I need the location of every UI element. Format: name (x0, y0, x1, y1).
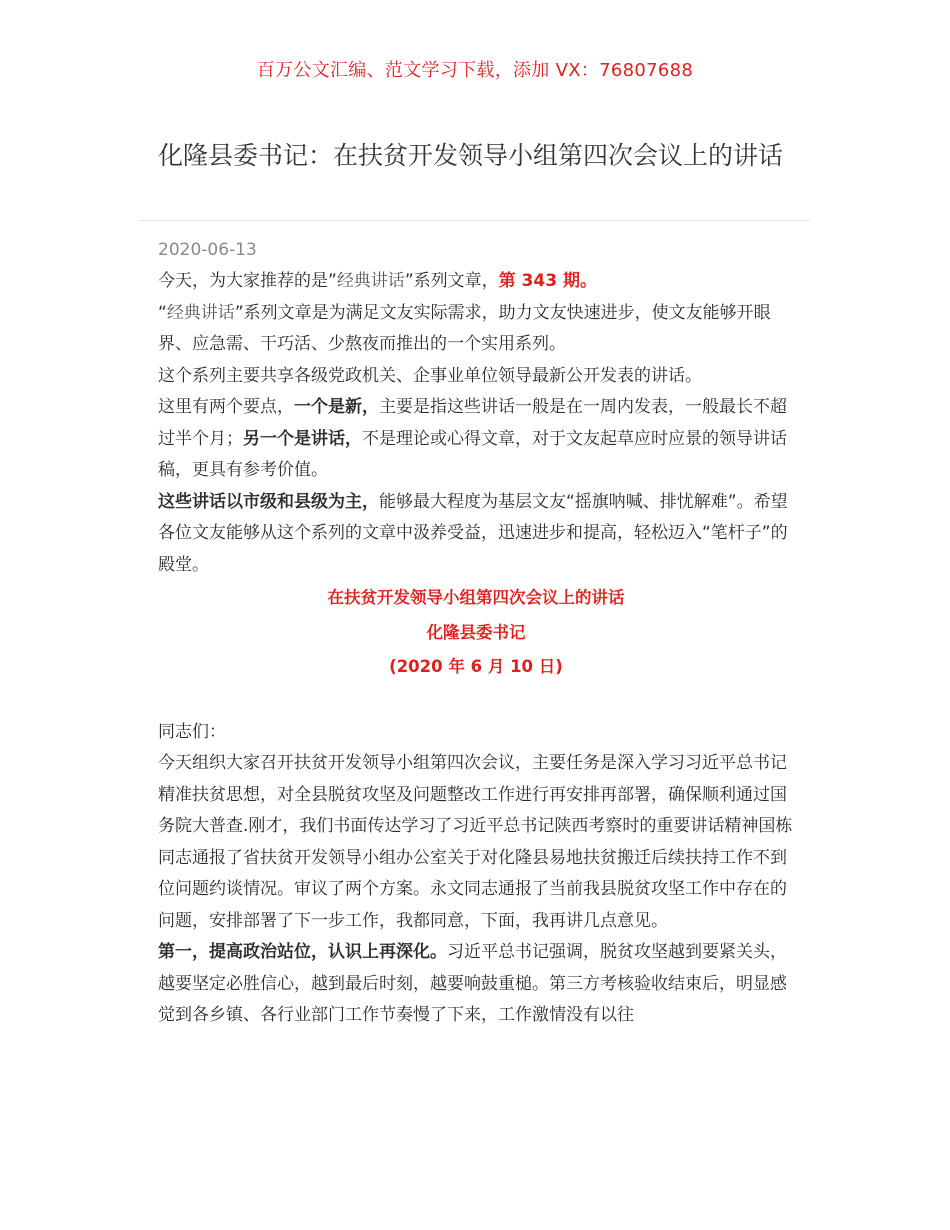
article-title: 化隆县委书记：在扶贫开发领导小组第四次会议上的讲话 (158, 141, 784, 170)
series-name: 经典讲话 (166, 302, 235, 323)
article-body (158, 266, 794, 1032)
title-divider (140, 220, 810, 221)
speech-paragraph-1: 今天组织大家召开扶贫开发领导小组第四次会议，主要任务是深入学习习近平总书记精准扶贫思想，对全县脱贫攻坚及问题整改工作进行再安排再部署，确保顺利通过国务院大普查.刚才，我们书面传达学习了习近平总书记陕西考察时的重要讲话精神国栋同志通报了省扶贫开发领导小组办公室关于对化隆县易地扶贫搬迁后续扶持工作不到位问题约谈情况。审议了两个方案。永文同志通报了当前我县脱贫攻坚工作中存在的问题，安排部署了下一步工作，我都同意，下面，我再讲几点意见。 (158, 753, 793, 931)
intro-paragraph-5: 这些讲话以市级和县级为主，能够最大程度为基层文友“摇旗呐喊、排忧解难”。希望各位文友能够从这个系列的文章中汲养受益，迅速进步和提高，轻松迈入“笔杆子”的殿堂。 (158, 491, 788, 575)
speech-paragraph-2: 第一，提高政治站位，认识上再深化。习近平总书记强调，脱贫攻坚越到要紧关头，越要坚定必胜信心，越到最后时刻，越要响鼓重槌。第三方考核验收结束后，明显感觉到各乡镇、各行业部门工作节奏慢了下来，工作激情没有以往 (158, 942, 787, 1025)
key-point: 一个是新， (294, 397, 379, 417)
intro-paragraph-1: 今天，为大家推荐的是”经典讲话”系列文章，第 343 期。 (158, 271, 597, 291)
series-name: 经典讲话 (336, 271, 405, 291)
intro-paragraph-2: “经典讲话”系列文章是为满足文友实际需求，助力文友快速进步，使文友能够开眼界、应急需、干巧活、少熬夜而推出的一个实用系列。 (158, 302, 771, 354)
issue-number: 第 343 期。 (498, 271, 597, 291)
key-point: 另一个是讲话， (243, 428, 362, 449)
publish-date: 2020-06-13 (158, 240, 257, 260)
salutation: 同志们： (158, 721, 226, 742)
watermark-banner: 百万公文汇编、范文学习下载，添加 VX：76807688 (256, 60, 694, 81)
speech-heading: 在扶贫开发领导小组第四次会议上的讲话 (327, 588, 625, 607)
speech-date: (2020 年 6 月 10 日) (389, 657, 563, 676)
key-point: 这些讲话以市级和县级为主， (158, 491, 379, 512)
section-heading: 第一，提高政治站位，认识上再深化。 (158, 942, 447, 962)
spacer (158, 685, 794, 717)
intro-paragraph-4: 这里有两个要点，一个是新，主要是指这些讲话一般是在一周内发表，一般最长不超过半个月；另一个是讲话，不是理论或心得文章，对于文友起草应时应景的领导讲话稿，更具有参考价值。 (158, 397, 787, 480)
intro-paragraph-3: 这个系列主要共享各级党政机关、企事业单位领导最新公开发表的讲话。 (158, 365, 702, 386)
speech-speaker: 化隆县委书记 (426, 622, 526, 642)
